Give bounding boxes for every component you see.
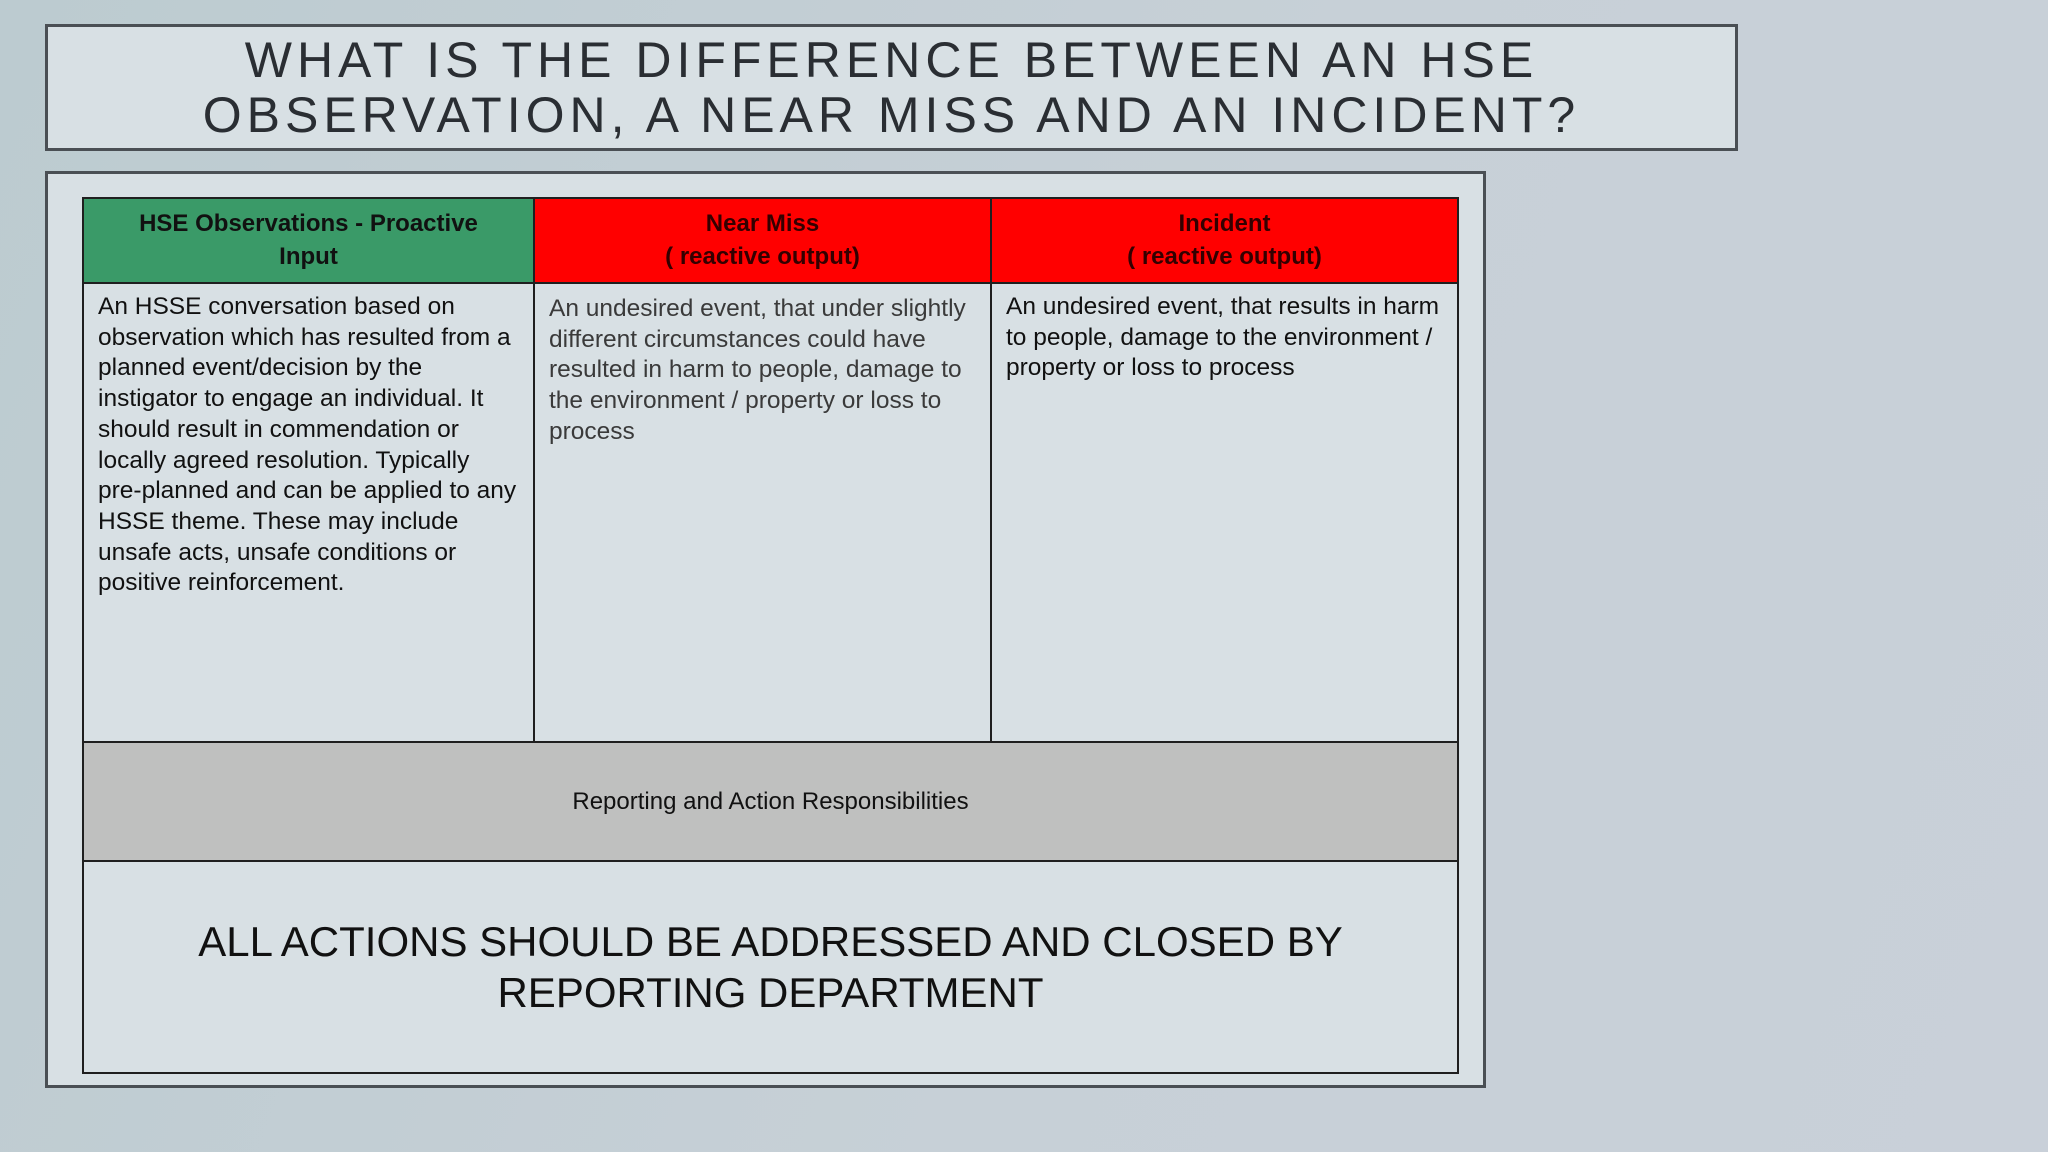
- table-divider-col-2: [990, 199, 992, 743]
- slide-title-box: [45, 24, 1738, 151]
- description-incident: An undesired event, that results in harm to people, damage to the environment / property or loss to process: [1006, 293, 1440, 382]
- content-panel: [45, 171, 1486, 1088]
- responsibilities-label: Reporting and Action Responsibilities: [572, 787, 969, 815]
- header-near-miss-line-1: Near Miss: [705, 210, 820, 237]
- comparison-table: [82, 197, 1459, 1074]
- header-incident-line-2: ( reactive output): [1127, 243, 1322, 270]
- actions-statement: [84, 862, 1457, 1072]
- header-near-miss-line-2: ( reactive output): [665, 243, 860, 270]
- table-divider-header: [84, 282, 1457, 284]
- header-hse-observations-line-1: HSE Observations - Proactive: [139, 210, 478, 237]
- slide-title-line-1: WHAT IS THE DIFFERENCE BETWEEN AN HSE: [244, 31, 1539, 88]
- slide-title: [203, 33, 1581, 143]
- slide-title-line-2: OBSERVATION, A NEAR MISS AND AN INCIDENT?: [202, 86, 1581, 143]
- header-hse-observations-line-2: Input: [279, 243, 338, 270]
- actions-statement-line-2: REPORTING DEPARTMENT: [497, 969, 1044, 1016]
- responsibilities-row: [84, 743, 1457, 860]
- actions-statement-line-1: ALL ACTIONS SHOULD BE ADDRESSED AND CLOSED BY: [198, 918, 1343, 965]
- header-incident: [992, 199, 1457, 282]
- header-hse-observations: [84, 199, 533, 282]
- description-near-miss: An undesired event, that under slightly different circumstances could have resulted in harm to people, damage to the environment / property or loss to process: [549, 295, 966, 445]
- header-near-miss: [535, 199, 990, 282]
- header-incident-line-1: Incident: [1178, 210, 1271, 237]
- table-divider-col-1: [533, 199, 535, 743]
- description-hse-observations: An HSSE conversation based on observation which has resulted from a planned event/decision by the instigator to engage an individual. It should result in commendation or locally agreed resolution. Typically pre-planned and can be applied to any HSSE theme. These may include unsafe acts, unsafe conditions or positive reinforcement.: [98, 293, 517, 597]
